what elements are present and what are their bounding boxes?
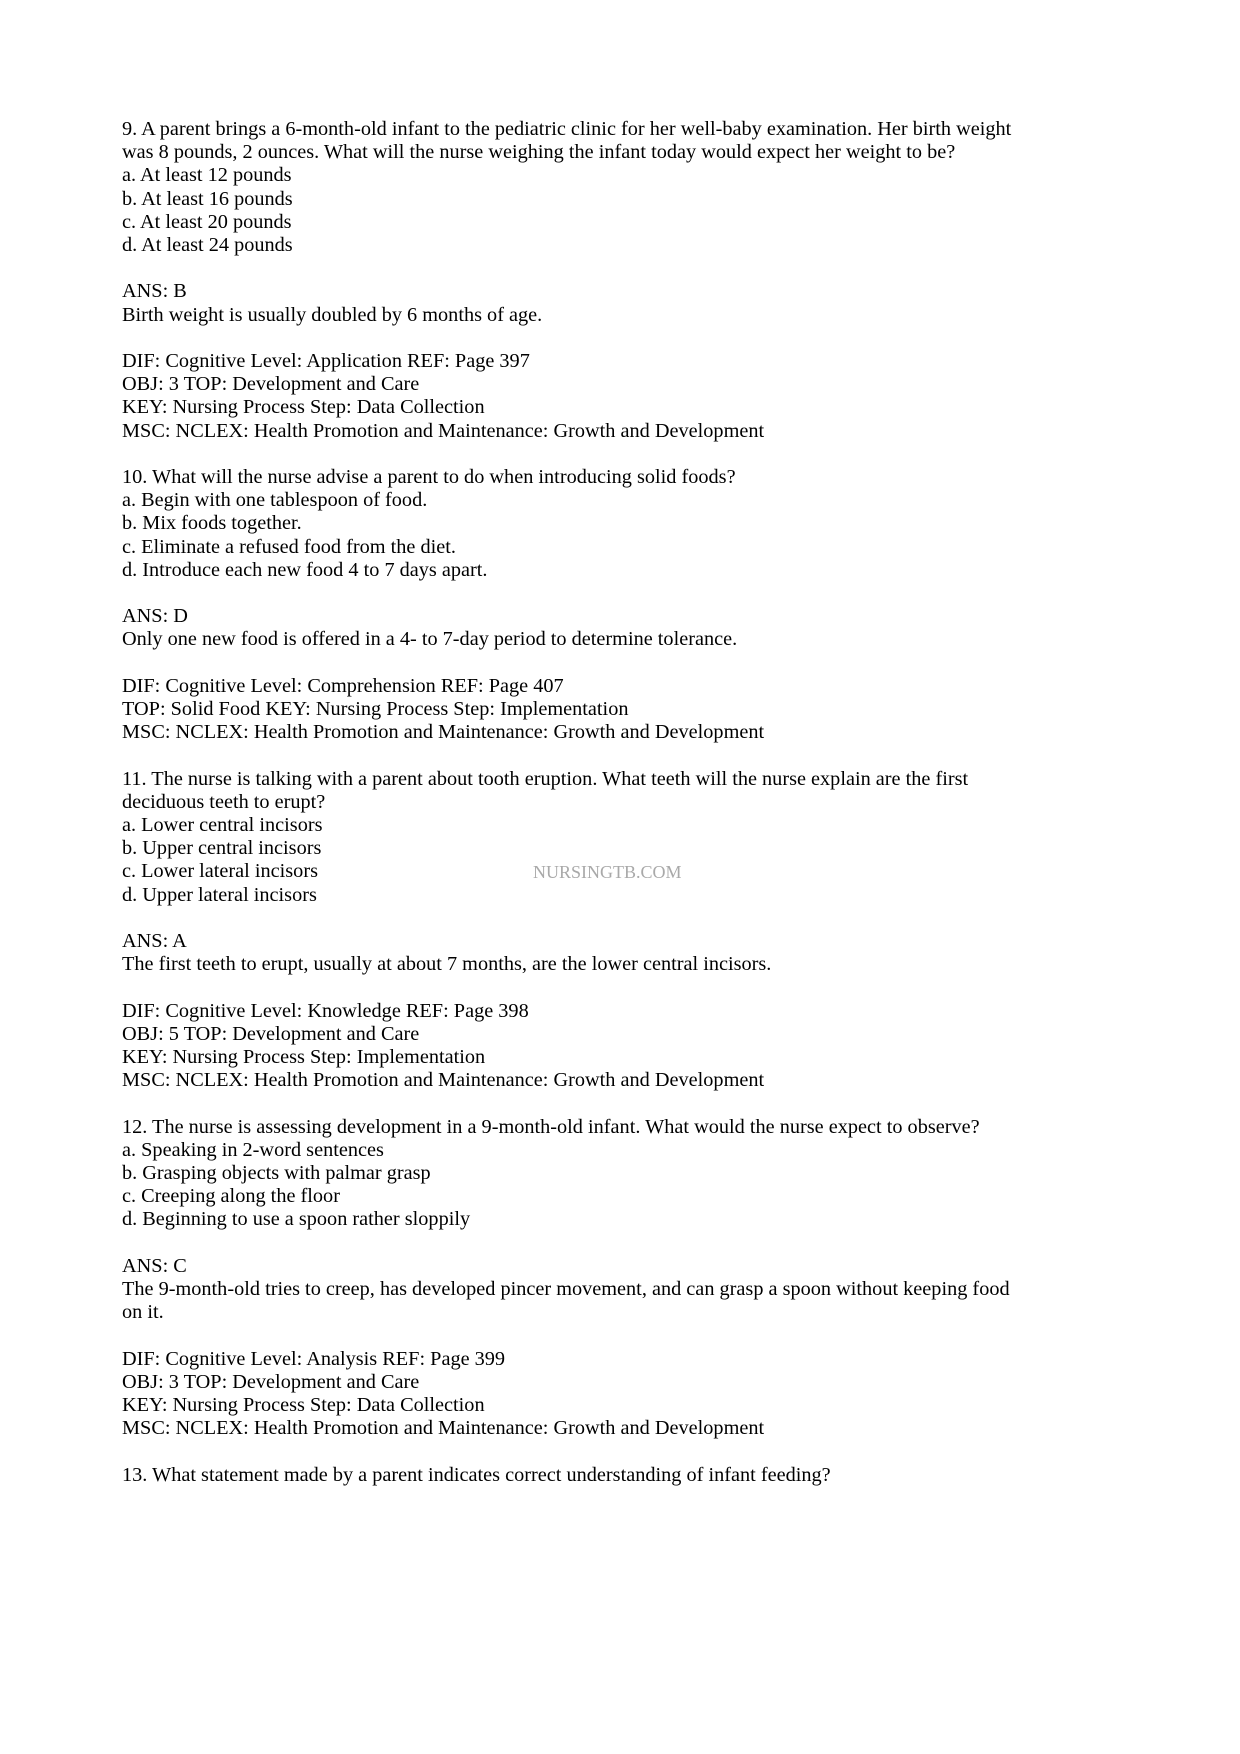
rationale: on it. (122, 1301, 164, 1324)
rationale: The 9-month-old tries to creep, has developed pincer movement, and can grasp a spoon without keeping food (122, 1278, 1010, 1300)
spacer (122, 907, 1122, 930)
question-13 (122, 1464, 1122, 1487)
answer-option-b: b. Upper central incisors (122, 837, 322, 860)
question-stem: 12. The nurse is assessing development in a 9-month-old infant. What would the nurse expect to observe? (122, 1115, 980, 1138)
question-stem: 10. What will the nurse advise a parent to do when introducing solid foods? (122, 466, 736, 488)
answer-key: ANS: A (122, 930, 187, 952)
answer-option-b: b. Mix foods together. (122, 512, 302, 535)
metadata-msc: MSC: NCLEX: Health Promotion and Maintenance: Growth and Development (122, 1069, 765, 1092)
metadata-key: KEY: Nursing Process Step: Implementation (122, 1046, 486, 1068)
answer-option-b: b. Grasping objects with palmar grasp (122, 1162, 431, 1184)
metadata-obj: OBJ: 3 TOP: Development and Care (122, 373, 420, 396)
question-10 (122, 466, 1122, 768)
question-11 (122, 768, 1122, 1116)
answer-option-d: d. Introduce each new food 4 to 7 days apart. (122, 558, 488, 581)
spacer (122, 1092, 1122, 1115)
rationale: Only one new food is offered in a 4- to 7-day period to determine tolerance. (122, 628, 738, 651)
answer-option-c: c. Lower lateral incisors (122, 860, 318, 883)
answer-key: ANS: D (122, 605, 188, 628)
metadata-msc: MSC: NCLEX: Health Promotion and Maintenance: Growth and Development (122, 419, 765, 442)
question-stem: 11. The nurse is talking with a parent about tooth eruption. What teeth will the nurse explain are the first (122, 767, 969, 790)
answer-option-c: c. Eliminate a refused food from the diet. (122, 535, 456, 558)
spacer (122, 1440, 1122, 1463)
spacer (122, 443, 1122, 466)
answer-key: ANS: C (122, 1254, 187, 1277)
question-stem: deciduous teeth to erupt? (122, 790, 326, 813)
metadata-dif: DIF: Cognitive Level: Analysis REF: Page 399 (122, 1347, 506, 1370)
answer-option-a: a. Lower central incisors (122, 814, 323, 836)
spacer (122, 976, 1122, 999)
metadata-dif: DIF: Cognitive Level: Knowledge REF: Page 398 (122, 999, 529, 1022)
question-12 (122, 1116, 1122, 1464)
metadata-dif: DIF: Cognitive Level: Comprehension REF: Page 407 (122, 674, 564, 697)
answer-option-a: a. At least 12 pounds (122, 164, 292, 187)
answer-option-b: b. At least 16 pounds (122, 187, 293, 210)
watermark: NURSINGTB.COM (533, 862, 682, 882)
spacer (122, 257, 1122, 280)
rationale: Birth weight is usually doubled by 6 months of age. (122, 303, 543, 326)
question-stem: was 8 pounds, 2 ounces. What will the nurse weighing the infant today would expect her weight to be? (122, 141, 956, 164)
metadata-obj: OBJ: 3 TOP: Development and Care (122, 1370, 420, 1393)
answer-option-a: a. Speaking in 2-word sentences (122, 1138, 384, 1161)
question-9 (122, 118, 1122, 466)
spacer (122, 582, 1122, 605)
spacer (122, 1232, 1122, 1255)
rationale: The first teeth to erupt, usually at about 7 months, are the lower central incisors. (122, 953, 772, 976)
answer-key: ANS: B (122, 280, 187, 303)
spacer (122, 744, 1122, 767)
answer-option-c: c. Creeping along the floor (122, 1185, 340, 1208)
metadata-obj: OBJ: 5 TOP: Development and Care (122, 1022, 420, 1045)
answer-option-a: a. Begin with one tablespoon of food. (122, 489, 428, 512)
document-page (122, 118, 1122, 1487)
spacer (122, 652, 1122, 675)
question-stem: 13. What statement made by a parent indicates correct understanding of infant feeding? (122, 1463, 831, 1486)
metadata-dif: DIF: Cognitive Level: Application REF: Page 397 (122, 350, 530, 372)
metadata-msc: MSC: NCLEX: Health Promotion and Maintenance: Growth and Development (122, 1417, 765, 1440)
answer-option-d: d. Beginning to use a spoon rather sloppily (122, 1208, 471, 1231)
answer-option-d: d. Upper lateral incisors (122, 883, 317, 906)
metadata-key: KEY: Nursing Process Step: Data Collection (122, 396, 485, 419)
metadata-top-key: TOP: Solid Food KEY: Nursing Process Step: Implementation (122, 698, 629, 720)
metadata-msc: MSC: NCLEX: Health Promotion and Maintenance: Growth and Development (122, 721, 765, 744)
metadata-key: KEY: Nursing Process Step: Data Collection (122, 1394, 485, 1416)
spacer (122, 327, 1122, 350)
answer-option-c: c. At least 20 pounds (122, 210, 292, 233)
spacer (122, 1324, 1122, 1347)
answer-option-d: d. At least 24 pounds (122, 234, 293, 257)
question-stem: 9. A parent brings a 6-month-old infant to the pediatric clinic for her well-baby examination. Her birth weight (122, 118, 1012, 140)
